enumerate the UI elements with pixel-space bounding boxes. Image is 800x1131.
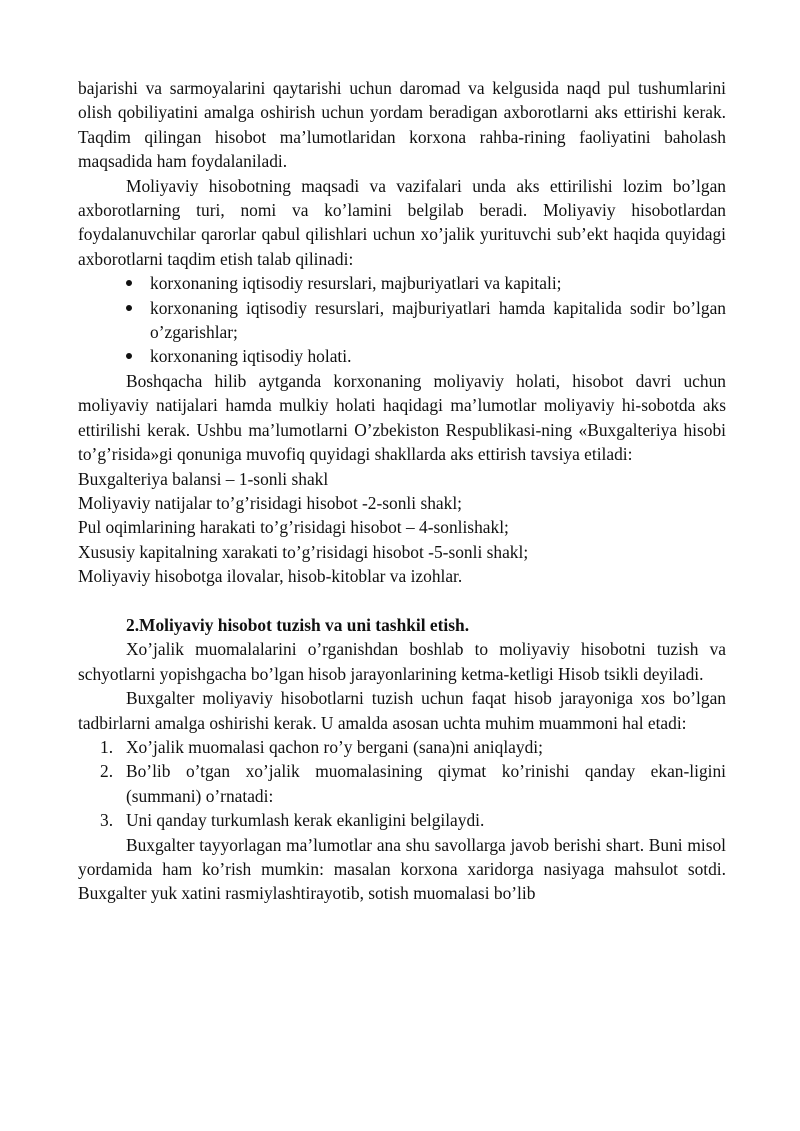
- item-text: Xo’jalik muomalasi qachon ro’y bergani (sana)ni aniqlaydi;: [126, 736, 543, 757]
- numbered-item: [100, 808, 726, 832]
- paragraph: Moliyaviy hisobotning maqsadi va vazifalari unda aks ettirilishi lozim bo’lgan axborotlarning turi, nomi va ko’lamini belgilab beradi. Moliyaviy hisobotlardan foydalanuvchilar qarorlar qabul qilishlari uchun xo’jalik yurituvchi sub’ekt haqida quyidagi axborotlarni taqdim etish talab qilinadi:: [78, 175, 726, 269]
- item-number: 3.: [100, 810, 114, 831]
- spacer: [78, 589, 726, 613]
- numbered-item: [100, 735, 726, 759]
- section-heading: 2.Moliyaviy hisobot tuzish va uni tashkil etish.: [126, 614, 470, 635]
- item-number: 1.: [100, 736, 114, 757]
- form-line: Xususiy kapitalning xarakati to’g’risidagi hisobot -5-sonli shakl;: [78, 541, 529, 562]
- form-line: Moliyaviy natijalar to’g’risidagi hisobot -2-sonli shakl;: [78, 492, 462, 513]
- numbered-item: [100, 759, 726, 808]
- bullet-item: korxonaning iqtisodiy holati.: [150, 344, 726, 368]
- form-line: Moliyaviy hisobotga ilovalar, hisob-kitoblar va izohlar.: [78, 566, 463, 587]
- form-line: Pul oqimlarining harakati to’g’risidagi hisobot – 4-sonlishakl;: [78, 517, 509, 538]
- paragraph: bajarishi va sarmoyalarini qaytarishi uchun daromad va kelgusida naqd pul tushumlarini olish qobiliyatini amalga oshirish uchun yordam beradigan axborotlarni aks ettirishi kerak. Taqdim qilingan hisobot ma’lumotlaridan korxona rahba-rining faoliyatini baholash maqsadida ham foydalaniladi.: [78, 78, 726, 172]
- bullet-item: korxonaning iqtisodiy resurslari, majburiyatlari hamda kapitalida sodir bo’lgan o’zgarishlar;: [150, 296, 726, 345]
- document-page: [78, 76, 726, 906]
- item-number: 2.: [100, 761, 114, 782]
- form-line: Buxgalteriya balansi – 1-sonli shakl: [78, 468, 329, 489]
- numbered-list: [78, 735, 726, 833]
- paragraph: Xo’jalik muomalalarini o’rganishdan boshlab to moliyaviy hisobotni tuzish va schyotlarni yopishgacha bo’lgan hisob jarayonlarining ketma-ketligi Hisob tsikli deyiladi.: [78, 639, 726, 684]
- item-text: Uni qanday turkumlash kerak ekanligini belgilaydi.: [126, 810, 485, 831]
- paragraph: Buxgalter moliyaviy hisobotlarni tuzish uchun faqat hisob jarayoniga xos bo’lgan tadbirlarni amalga oshirishi kerak. U amalda asosan uchta muhim muammoni hal etadi:: [78, 688, 726, 733]
- item-text: Bo’lib o’tgan xo’jalik muomalasining qiymat ko’rinishi qanday ekan-ligini (summani) o’rnatadi:: [126, 761, 726, 806]
- paragraph: Boshqacha hilib aytganda korxonaning moliyaviy holati, hisobot davri uchun moliyaviy natijalari hamda mulkiy holati haqidagi ma’lumotlar moliyaviy hi-sobotda aks ettirilishi kerak. Ushbu ma’lumotlarni O’zbekiston Respublikasi-ning «Buxgalteriya hisobi to’g’risida»gi qonuniga muvofiq quyidagi shakllarda aks ettirish tavsiya etiladi:: [78, 370, 726, 465]
- bullet-item: korxonaning iqtisodiy resurslari, majburiyatlari va kapitali;: [150, 271, 726, 295]
- paragraph: Buxgalter tayyorlagan ma’lumotlar ana shu savollarga javob berishi shart. Buni misol yordamida ham ko’rish mumkin: masalan korxona xaridorga nasiyaga mahsulot sotdi. Buxgalter yuk xatini rasmiylashtirayotib, sotish muomalasi bo’lib: [78, 834, 726, 904]
- bullet-list: [78, 271, 726, 369]
